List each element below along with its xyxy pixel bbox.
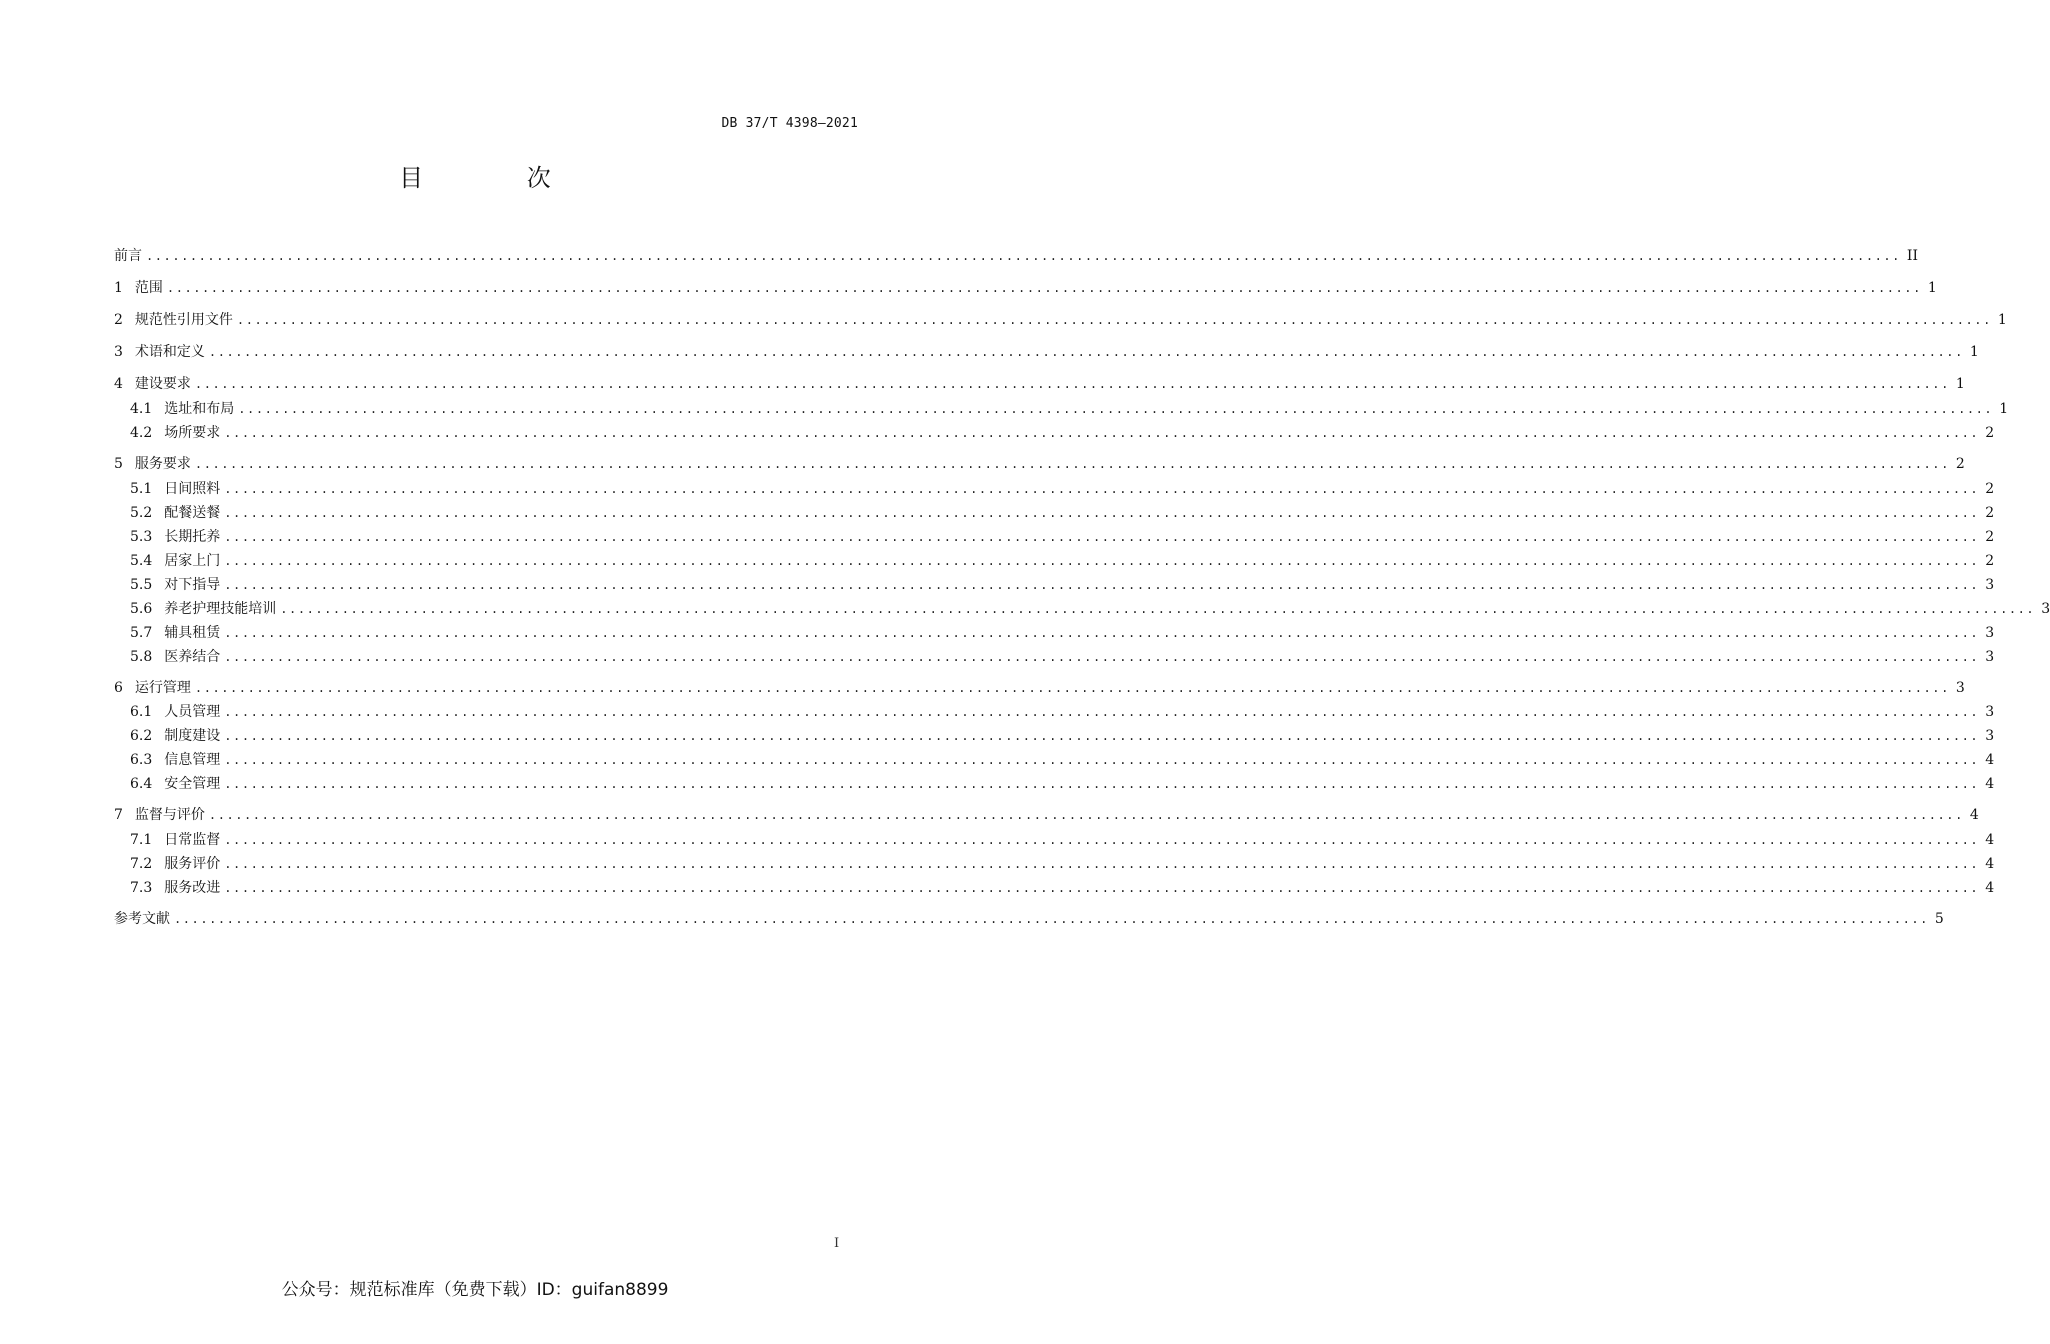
dot-leader: ........................................................................................................................................................................................................: [224, 506, 1980, 520]
toc-entry-label: 信息管理: [164, 752, 221, 768]
toc-entry-number: 6.4: [130, 776, 153, 792]
toc-subentry[interactable]: [130, 645, 1995, 669]
dot-leader: ........................................................................................................................................................................................................: [194, 377, 1950, 391]
dot-leader: ........................................................................................................................................................................................................: [224, 554, 1980, 568]
toc-entry-page: 3: [1985, 625, 1995, 641]
toc-entry-label: 场所要求: [164, 425, 221, 441]
toc-entry-page: 2: [1985, 481, 1995, 497]
toc-entry-page: 2: [1985, 553, 1995, 569]
toc-entry-number: 7: [114, 807, 123, 823]
dot-leader: ........................................................................................................................................................................................................: [224, 626, 1980, 640]
dot-leader: ........................................................................................................................................................................................................: [236, 313, 1992, 327]
dot-leader: ........................................................................................................................................................................................................: [224, 426, 1980, 440]
toc-entry[interactable]: [114, 372, 1965, 396]
dot-leader: ........................................................................................................................................................................................................: [224, 650, 1980, 664]
toc-subentry[interactable]: [130, 525, 1995, 549]
toc-subentry[interactable]: [130, 621, 1995, 645]
toc-entry-label: 辅具租赁: [164, 625, 221, 641]
toc-entry-label: 参考文献: [114, 911, 170, 927]
toc-entry-number: 6.1: [130, 704, 153, 720]
dot-leader: ........................................................................................................................................................................................................: [224, 578, 1980, 592]
toc-entry[interactable]: [114, 907, 1944, 931]
toc-entry-label: 日间照料: [164, 481, 221, 497]
toc-entry-page: 1: [1927, 280, 1937, 296]
toc-entry-label: 人员管理: [164, 704, 221, 720]
dot-leader: ........................................................................................................................................................................................................: [238, 402, 1994, 416]
toc-entry-number: 6.2: [130, 728, 153, 744]
dot-leader: ........................................................................................................................................................................................................: [208, 808, 1964, 822]
toc-entry-number: 5.5: [130, 577, 153, 593]
toc-entry-label: 养老护理技能培训: [164, 601, 277, 617]
toc-entry-page: 3: [1985, 577, 1995, 593]
toc-entry-page: 5: [1934, 911, 1944, 927]
toc-entry-page: 1: [1955, 376, 1965, 392]
toc-entry[interactable]: [114, 308, 2007, 332]
toc-subentry[interactable]: [130, 724, 1995, 748]
dot-leader: ........................................................................................................................................................................................................: [194, 457, 1950, 471]
dot-leader: ........................................................................................................................................................................................................: [280, 602, 2036, 616]
toc-entry-label: 前言: [114, 248, 142, 264]
toc-entry-number: 5: [114, 456, 123, 472]
toc-entry-page: 2: [1985, 505, 1995, 521]
toc-subentry[interactable]: [130, 748, 1995, 772]
page-number: I: [834, 1236, 840, 1251]
toc-entry-number: 5.2: [130, 505, 153, 521]
toc-subentry[interactable]: [130, 852, 1995, 876]
toc-entry-number: 7.3: [130, 880, 153, 896]
toc-entry-label: 运行管理: [134, 680, 191, 696]
toc-entry-label: 选址和布局: [164, 401, 235, 417]
toc-subentry[interactable]: [130, 573, 1995, 597]
toc-entry-label: 服务要求: [134, 456, 191, 472]
toc-subentry[interactable]: [130, 597, 2050, 621]
dot-leader: ........................................................................................................................................................................................................: [224, 857, 1980, 871]
toc-entry-label: 监督与评价: [134, 807, 205, 823]
toc-subentry[interactable]: [130, 700, 1995, 724]
toc-subentry[interactable]: [130, 421, 1995, 445]
toc-entry-number: 7.1: [130, 832, 153, 848]
toc-entry-page: 3: [1955, 680, 1965, 696]
toc-entry-label: 术语和定义: [134, 344, 205, 360]
toc-entry-page: 4: [1985, 880, 1995, 896]
toc-entry-label: 规范性引用文件: [134, 312, 233, 328]
toc-entry-number: 5.3: [130, 529, 153, 545]
toc-entry-number: 5.7: [130, 625, 153, 641]
toc-subentry[interactable]: [130, 477, 1995, 501]
toc-subentry[interactable]: [130, 828, 1995, 852]
toc-subentry[interactable]: [130, 397, 2009, 421]
dot-leader: ........................................................................................................................................................................................................: [194, 681, 1950, 695]
toc-entry-page: 4: [1985, 776, 1995, 792]
toc-entry-page: 2: [1985, 529, 1995, 545]
toc-entry-number: 1: [114, 280, 123, 296]
dot-leader: ........................................................................................................................................................................................................: [166, 281, 1922, 295]
toc-entry-label: 安全管理: [164, 776, 221, 792]
toc-entry-page: 3: [1985, 649, 1995, 665]
dot-leader: ........................................................................................................................................................................................................: [224, 833, 1980, 847]
toc-entry-label: 日常监督: [164, 832, 221, 848]
toc-entry[interactable]: [114, 340, 1979, 364]
toc-entry-number: 4.1: [130, 401, 153, 417]
toc-entry-label: 长期托养: [164, 529, 221, 545]
toc-entry-page: II: [1906, 248, 1918, 264]
dot-leader: ........................................................................................................................................................................................................: [146, 249, 1901, 263]
watermark-text: 公众号：规范标准库（免费下载）ID：guifan8899: [281, 1280, 669, 1300]
toc-entry[interactable]: [114, 244, 1918, 268]
toc-entry-number: 7.2: [130, 856, 153, 872]
toc-entry-page: 4: [1985, 856, 1995, 872]
standard-code: DB 37/T 4398—2021: [721, 116, 858, 131]
toc-entry-number: 5.8: [130, 649, 153, 665]
toc-entry-label: 制度建设: [164, 728, 221, 744]
toc-entry-page: 1: [1997, 312, 2007, 328]
toc-entry-label: 建设要求: [134, 376, 191, 392]
dot-leader: ........................................................................................................................................................................................................: [224, 530, 1980, 544]
toc-subentry[interactable]: [130, 876, 1995, 900]
dot-leader: ........................................................................................................................................................................................................: [224, 482, 1980, 496]
toc-entry[interactable]: [114, 676, 1965, 700]
dot-leader: ........................................................................................................................................................................................................: [224, 881, 1980, 895]
toc-entry-page: 3: [1985, 704, 1995, 720]
toc-entry[interactable]: [114, 803, 1979, 827]
toc-entry-page: 2: [1985, 425, 1995, 441]
toc-entry-label: 居家上门: [164, 553, 221, 569]
toc-entry-label: 配餐送餐: [164, 505, 221, 521]
toc-entry[interactable]: [114, 452, 1965, 476]
toc-entry-page: 3: [2041, 601, 2050, 617]
toc-entry-label: 对下指导: [164, 577, 221, 593]
dot-leader: ........................................................................................................................................................................................................: [224, 753, 1980, 767]
toc-entry-label: 范围: [134, 280, 163, 296]
toc-title: 目 次: [399, 164, 599, 192]
toc-entry-number: 2: [114, 312, 123, 328]
dot-leader: ........................................................................................................................................................................................................: [224, 777, 1980, 791]
toc-entry-page: 3: [1985, 728, 1995, 744]
toc-subentry[interactable]: [130, 549, 1995, 573]
dot-leader: ........................................................................................................................................................................................................: [224, 729, 1980, 743]
toc-entry-page: 1: [1999, 401, 2009, 417]
toc-entry-number: 4: [114, 376, 123, 392]
toc-entry-number: 6.3: [130, 752, 153, 768]
toc-subentry[interactable]: [130, 501, 1995, 525]
toc-entry-label: 服务改进: [164, 880, 221, 896]
toc-entry-page: 1: [1969, 344, 1979, 360]
dot-leader: ........................................................................................................................................................................................................: [208, 345, 1964, 359]
toc-entry-number: 5.6: [130, 601, 153, 617]
toc-entry-number: 3: [114, 344, 123, 360]
toc-entry-number: 4.2: [130, 425, 153, 441]
toc-entry-number: 6: [114, 680, 123, 696]
dot-leader: ........................................................................................................................................................................................................: [174, 912, 1929, 926]
toc-entry-page: 2: [1955, 456, 1965, 472]
toc-entry-page: 4: [1985, 752, 1995, 768]
toc-entry-label: 服务评价: [164, 856, 221, 872]
toc-entry-page: 4: [1985, 832, 1995, 848]
toc-entry[interactable]: [114, 276, 1937, 300]
toc-entry-number: 5.4: [130, 553, 153, 569]
toc-entry-label: 医养结合: [164, 649, 221, 665]
toc-entry-number: 5.1: [130, 481, 153, 497]
dot-leader: ........................................................................................................................................................................................................: [224, 705, 1980, 719]
toc-subentry[interactable]: [130, 772, 1995, 796]
toc-entry-page: 4: [1969, 807, 1979, 823]
